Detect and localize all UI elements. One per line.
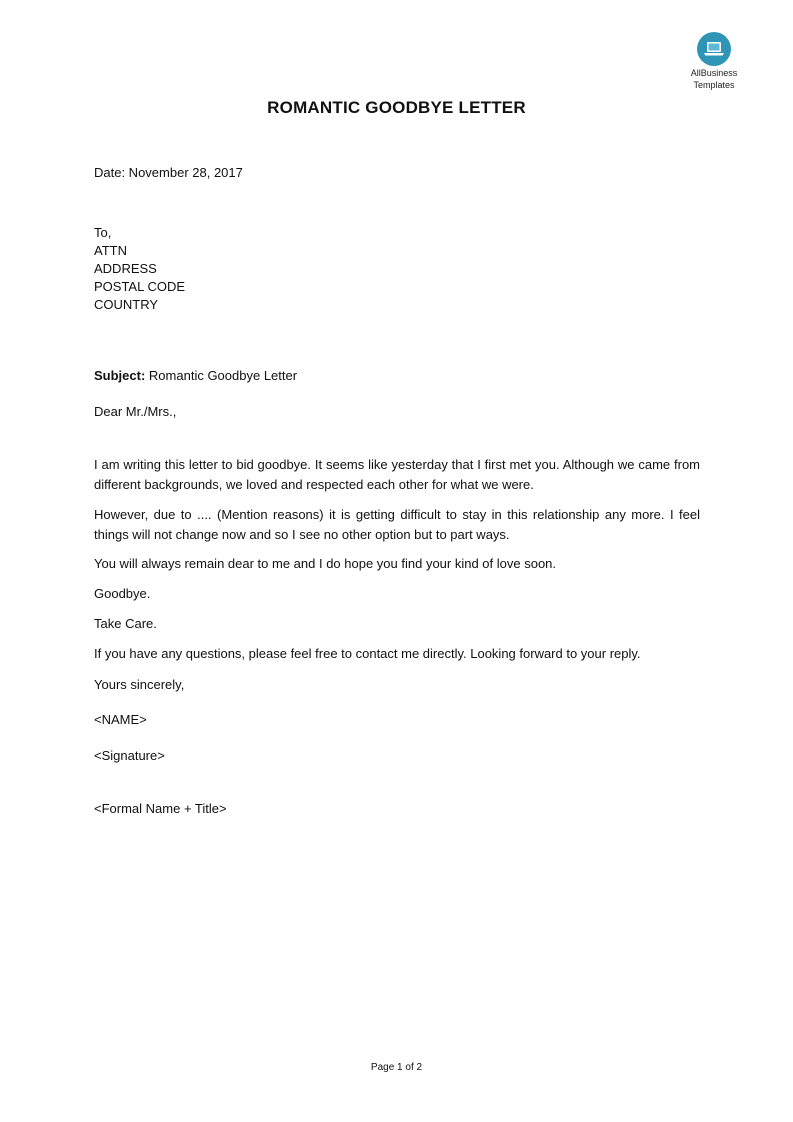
recipient-to: To,: [94, 225, 112, 240]
letter-title: ROMANTIC GOODBYE LETTER: [267, 98, 526, 117]
subject-label: Subject:: [94, 368, 146, 383]
signature-line: <Signature>: [94, 748, 165, 763]
body-paragraph: If you have any questions, please feel free to contact me directly. Looking forward to your reply.: [94, 646, 641, 661]
recipient-attn: ATTN: [94, 243, 127, 258]
sender-name: <NAME>: [94, 712, 147, 727]
closing: Yours sincerely,: [94, 677, 185, 692]
laptop-icon: [697, 32, 731, 66]
letter-date: Date: November 28, 2017: [94, 165, 243, 180]
brand-logo[interactable]: [684, 32, 744, 90]
recipient-postal-code: POSTAL CODE: [94, 279, 186, 294]
body-paragraph: Take Care.: [94, 616, 157, 631]
page-number: Page 1 of 2: [370, 1062, 423, 1073]
subject-line: [94, 366, 297, 385]
body-paragraph: You will always remain dear to me and I do hope you find your kind of love soon.: [94, 556, 557, 571]
body-paragraph: Goodbye.: [94, 586, 151, 601]
salutation: Dear Mr./Mrs.,: [94, 404, 177, 419]
body-paragraph: I am writing this letter to bid goodbye. It seems like yesterday that I first met you. Although we came from different backgrounds, we loved and respected each other for what we were.: [94, 457, 700, 492]
formal-name-title: <Formal Name + Title>: [94, 801, 227, 816]
subject-text: Romantic Goodbye Letter: [148, 368, 298, 383]
body-paragraph: However, due to .... (Mention reasons) it is getting difficult to stay in this relationship any more. I feel things will not change now and so I see no other option but to part ways.: [94, 507, 700, 542]
logo-line-2: Templates: [693, 80, 735, 90]
recipient-country: COUNTRY: [94, 297, 159, 312]
recipient-address: ADDRESS: [94, 261, 157, 276]
logo-line-1: AllBusiness: [690, 68, 738, 78]
